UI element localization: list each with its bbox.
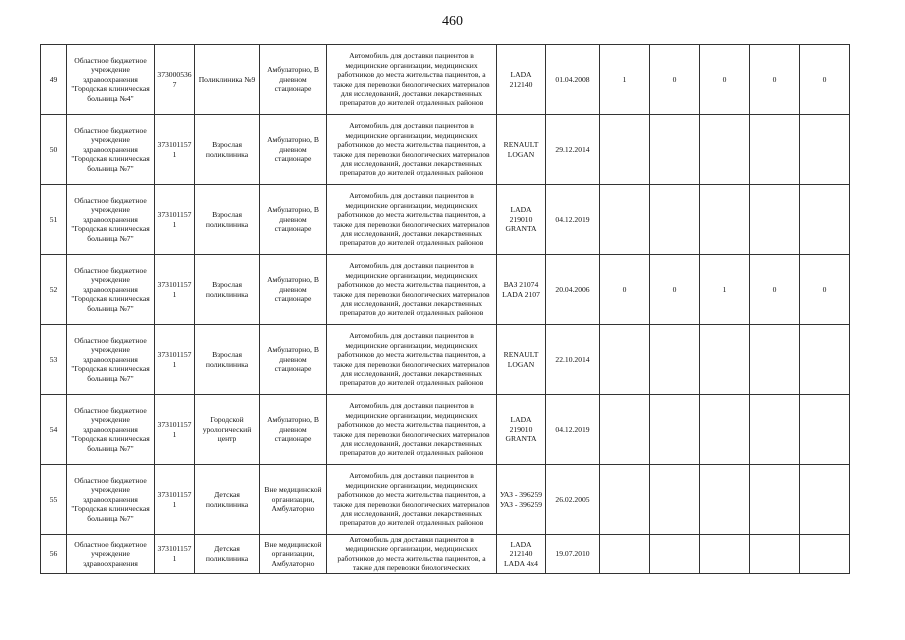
count-cell-2 [650, 185, 700, 255]
inn-cell-text: 3731011571 [157, 140, 192, 159]
organization-cell [67, 395, 155, 465]
count-cell-4 [750, 325, 800, 395]
count-cell-2 [650, 535, 700, 574]
unit-cell [195, 395, 260, 465]
count-cell-1 [600, 325, 650, 395]
inn-cell [155, 395, 195, 465]
inn-cell [155, 255, 195, 325]
count-cell-1 [600, 255, 650, 325]
vehicle-purpose-cell [327, 185, 497, 255]
registration-date-cell-text: 22.10.2014 [555, 354, 590, 364]
care-conditions-cell [260, 325, 327, 395]
care-conditions-cell [260, 185, 327, 255]
count-cell-4 [750, 465, 800, 535]
vehicle-model-cell [497, 185, 546, 255]
vehicle-purpose-cell [327, 115, 497, 185]
vehicle-purpose-cell-text: Автомобиль для доставки пациентов в медицинские организации, медицинских работников до места жительства пациентов, а также для перевозки биологических материалов для исследований, доставки лекарственных препаратов до жителей отдаленных районов [333, 261, 490, 318]
count-cell-2-text: 0 [672, 284, 677, 294]
inn-cell-text: 3731011571 [157, 280, 192, 299]
vehicle-model-cell-text: RENAULT LOGAN [503, 140, 539, 159]
vehicle-purpose-cell-text: Автомобиль для доставки пациентов в медицинские организации, медицинских работников до места жительства пациентов, а также для перевозки биологических материалов для исследований, доставки лекарственных препаратов до жителей отдаленных районов [333, 191, 490, 248]
registration-date-cell-text: 20.04.2006 [555, 284, 590, 294]
inn-cell [155, 185, 195, 255]
count-cell-3 [700, 115, 750, 185]
row-number-cell-text: 54 [49, 424, 58, 434]
count-cell-2 [650, 255, 700, 325]
table-row [41, 185, 850, 255]
unit-cell [195, 185, 260, 255]
count-cell-3 [700, 325, 750, 395]
row-number-cell [41, 45, 67, 115]
vehicle-purpose-cell [327, 45, 497, 115]
registration-date-cell [546, 185, 600, 255]
unit-cell [195, 115, 260, 185]
count-cell-3 [700, 535, 750, 574]
vehicle-model-cell-text: ВАЗ 21074 LADA 2107 [502, 280, 540, 299]
count-cell-1-text: 1 [622, 74, 627, 84]
vehicle-model-cell-text: RENAULT LOGAN [503, 350, 539, 369]
registration-date-cell-text: 19.07.2010 [555, 549, 590, 559]
count-cell-5 [800, 255, 850, 325]
count-cell-1 [600, 45, 650, 115]
inn-cell-text: 3731011571 [157, 544, 192, 563]
vehicle-model-cell-text: LADA 212140 [509, 70, 533, 89]
care-conditions-cell-text: Амбулаторно, В дневном стационаре [267, 345, 319, 374]
count-cell-3-text: 0 [722, 74, 727, 84]
row-number-cell [41, 185, 67, 255]
unit-cell-text: Взрослая поликлиника [205, 140, 249, 159]
count-cell-2 [650, 45, 700, 115]
vehicle-model-cell-text: УАЗ - 396259 УАЗ - 396259 [499, 490, 543, 509]
count-cell-4 [750, 45, 800, 115]
row-number-cell [41, 465, 67, 535]
unit-cell-text: Взрослая поликлиника [205, 280, 249, 299]
count-cell-2 [650, 325, 700, 395]
table-row [41, 45, 850, 115]
care-conditions-cell [260, 115, 327, 185]
care-conditions-cell-text: Вне медицинской организации, Амбулаторно [264, 539, 322, 568]
count-cell-1 [600, 395, 650, 465]
vehicle-purpose-cell-text: Автомобиль для доставки пациентов в медицинские организации, медицинских работников до места жительства пациентов, а также для перевозки биологических материалов для исследований, доставки лекарственных препаратов до жителей отдаленных районов [333, 51, 490, 108]
row-number-cell-text: 51 [49, 214, 58, 224]
count-cell-1 [600, 465, 650, 535]
care-conditions-cell [260, 395, 327, 465]
care-conditions-cell-text: Амбулаторно, В дневном стационаре [267, 65, 319, 94]
inn-cell [155, 45, 195, 115]
vehicle-model-cell [497, 535, 546, 574]
unit-cell [195, 535, 260, 574]
count-cell-2 [650, 115, 700, 185]
count-cell-4 [750, 535, 800, 574]
registration-date-cell [546, 255, 600, 325]
count-cell-5-text: 0 [822, 74, 827, 84]
care-conditions-cell [260, 465, 327, 535]
vehicle-model-cell [497, 465, 546, 535]
vehicle-purpose-cell [327, 535, 497, 574]
count-cell-2-text: 0 [672, 74, 677, 84]
organization-cell [67, 535, 155, 574]
count-cell-4-text: 0 [772, 74, 777, 84]
count-cell-1 [600, 115, 650, 185]
registration-date-cell [546, 465, 600, 535]
unit-cell-text: Городской урологический центр [202, 415, 252, 444]
row-number-cell-text: 52 [49, 284, 58, 294]
inn-cell [155, 465, 195, 535]
row-number-cell [41, 325, 67, 395]
organization-cell [67, 325, 155, 395]
count-cell-5 [800, 465, 850, 535]
row-number-cell-text: 53 [49, 354, 58, 364]
inn-cell-text: 3731011571 [157, 420, 192, 439]
vehicle-purpose-cell-text: Автомобиль для доставки пациентов в медицинские организации, медицинских работников до места жительства пациентов, а также для перевозки биологических [337, 535, 486, 573]
organization-cell-text: Областное бюджетное учреждение здравоохранения "Городская клиническая больница №7" [71, 475, 150, 523]
unit-cell-text: Поликлиника №9 [198, 74, 256, 84]
care-conditions-cell-text: Амбулаторно, В дневном стационаре [267, 275, 319, 304]
row-number-cell [41, 535, 67, 574]
count-cell-3 [700, 185, 750, 255]
count-cell-4 [750, 185, 800, 255]
unit-cell-text: Взрослая поликлиника [205, 210, 249, 229]
vehicle-model-cell [497, 255, 546, 325]
organization-cell-text: Областное бюджетное учреждение здравоохранения [74, 539, 147, 568]
inn-cell-text: 3731011571 [157, 350, 192, 369]
unit-cell [195, 325, 260, 395]
organization-cell [67, 45, 155, 115]
vehicle-purpose-cell [327, 325, 497, 395]
row-number-cell-text: 49 [49, 74, 58, 84]
row-number-cell [41, 115, 67, 185]
vehicle-registry-table [40, 44, 850, 574]
table-row [41, 395, 850, 465]
vehicle-purpose-cell-text: Автомобиль для доставки пациентов в медицинские организации, медицинских работников до места жительства пациентов, а также для перевозки биологических материалов для исследований, доставки лекарственных препаратов до жителей отдаленных районов [333, 401, 490, 458]
registration-date-cell [546, 115, 600, 185]
unit-cell [195, 45, 260, 115]
count-cell-3 [700, 395, 750, 465]
count-cell-2 [650, 395, 700, 465]
vehicle-model-cell-text: LADA 219010 GRANTA [505, 415, 537, 444]
vehicle-purpose-cell-text: Автомобиль для доставки пациентов в медицинские организации, медицинских работников до места жительства пациентов, а также для перевозки биологических материалов для исследований, доставки лекарственных препаратов до жителей отдаленных районов [333, 331, 490, 388]
count-cell-3 [700, 45, 750, 115]
vehicle-model-cell [497, 115, 546, 185]
table-row [41, 535, 850, 574]
table-row [41, 255, 850, 325]
care-conditions-cell-text: Амбулаторно, В дневном стационаре [267, 205, 319, 234]
organization-cell-text: Областное бюджетное учреждение здравоохранения "Городская клиническая больница №7" [71, 195, 150, 243]
count-cell-5 [800, 45, 850, 115]
table-row [41, 325, 850, 395]
registration-date-cell-text: 01.04.2008 [555, 74, 590, 84]
count-cell-5 [800, 185, 850, 255]
count-cell-4 [750, 115, 800, 185]
unit-cell-text: Взрослая поликлиника [205, 350, 249, 369]
registration-date-cell [546, 535, 600, 574]
registration-date-cell [546, 45, 600, 115]
organization-cell-text: Областное бюджетное учреждение здравоохранения "Городская клиническая больница №7" [71, 125, 150, 173]
page-number: 460 [442, 14, 463, 29]
count-cell-5-text: 0 [822, 284, 827, 294]
registry-body [41, 45, 850, 574]
count-cell-4 [750, 395, 800, 465]
vehicle-purpose-cell-text: Автомобиль для доставки пациентов в медицинские организации, медицинских работников до места жительства пациентов, а также для перевозки биологических материалов для исследований, доставки лекарственных препаратов до жителей отдаленных районов [333, 121, 490, 178]
count-cell-5 [800, 115, 850, 185]
vehicle-purpose-cell [327, 465, 497, 535]
count-cell-4-text: 0 [772, 284, 777, 294]
inn-cell [155, 115, 195, 185]
count-cell-2 [650, 465, 700, 535]
organization-cell [67, 465, 155, 535]
organization-cell-text: Областное бюджетное учреждение здравоохранения "Городская клиническая больница №7" [71, 405, 150, 453]
row-number-cell-text: 50 [49, 144, 58, 154]
registration-date-cell-text: 04.12.2019 [555, 424, 590, 434]
care-conditions-cell-text: Вне медицинской организации, Амбулаторно [264, 485, 322, 514]
care-conditions-cell [260, 45, 327, 115]
table-row [41, 115, 850, 185]
care-conditions-cell-text: Амбулаторно, В дневном стационаре [267, 135, 319, 164]
organization-cell-text: Областное бюджетное учреждение здравоохранения "Городская клиническая больница №7" [71, 335, 150, 383]
count-cell-1 [600, 535, 650, 574]
count-cell-5 [800, 535, 850, 574]
inn-cell-text: 3731011571 [157, 210, 192, 229]
inn-cell-text: 3731011571 [157, 490, 192, 509]
count-cell-5 [800, 395, 850, 465]
inn-cell-text: 3730005367 [157, 70, 192, 89]
registration-date-cell [546, 395, 600, 465]
registration-date-cell-text: 04.12.2019 [555, 214, 590, 224]
organization-cell [67, 115, 155, 185]
registration-date-cell-text: 26.02.2005 [555, 494, 590, 504]
inn-cell [155, 325, 195, 395]
table-row [41, 465, 850, 535]
count-cell-4 [750, 255, 800, 325]
unit-cell-text: Детская поликлиника [205, 544, 249, 563]
vehicle-purpose-cell [327, 255, 497, 325]
count-cell-3 [700, 465, 750, 535]
vehicle-model-cell-text: LADA 212140 LADA 4x4 [504, 539, 538, 568]
vehicle-model-cell-text: LADA 219010 GRANTA [505, 205, 537, 234]
count-cell-5 [800, 325, 850, 395]
organization-cell-text: Областное бюджетное учреждение здравоохранения "Городская клиническая больница №7" [71, 265, 150, 313]
vehicle-model-cell [497, 325, 546, 395]
unit-cell-text: Детская поликлиника [205, 490, 249, 509]
registration-date-cell [546, 325, 600, 395]
unit-cell [195, 465, 260, 535]
care-conditions-cell [260, 535, 327, 574]
count-cell-1 [600, 185, 650, 255]
registration-date-cell-text: 29.12.2014 [555, 144, 590, 154]
vehicle-purpose-cell [327, 395, 497, 465]
count-cell-1-text: 0 [622, 284, 627, 294]
count-cell-3 [700, 255, 750, 325]
row-number-cell-text: 56 [49, 549, 58, 559]
care-conditions-cell [260, 255, 327, 325]
organization-cell-text: Областное бюджетное учреждение здравоохранения "Городская клиническая больница №4" [71, 55, 150, 103]
organization-cell [67, 255, 155, 325]
vehicle-model-cell [497, 45, 546, 115]
row-number-cell [41, 255, 67, 325]
care-conditions-cell-text: Амбулаторно, В дневном стационаре [267, 415, 319, 444]
organization-cell [67, 185, 155, 255]
vehicle-model-cell [497, 395, 546, 465]
count-cell-3-text: 1 [722, 284, 727, 294]
row-number-cell-text: 55 [49, 494, 58, 504]
vehicle-purpose-cell-text: Автомобиль для доставки пациентов в медицинские организации, медицинских работников до места жительства пациентов, а также для перевозки биологических материалов для исследований, доставки лекарственных препаратов до жителей отдаленных районов [333, 471, 490, 528]
row-number-cell [41, 395, 67, 465]
inn-cell [155, 535, 195, 574]
unit-cell [195, 255, 260, 325]
